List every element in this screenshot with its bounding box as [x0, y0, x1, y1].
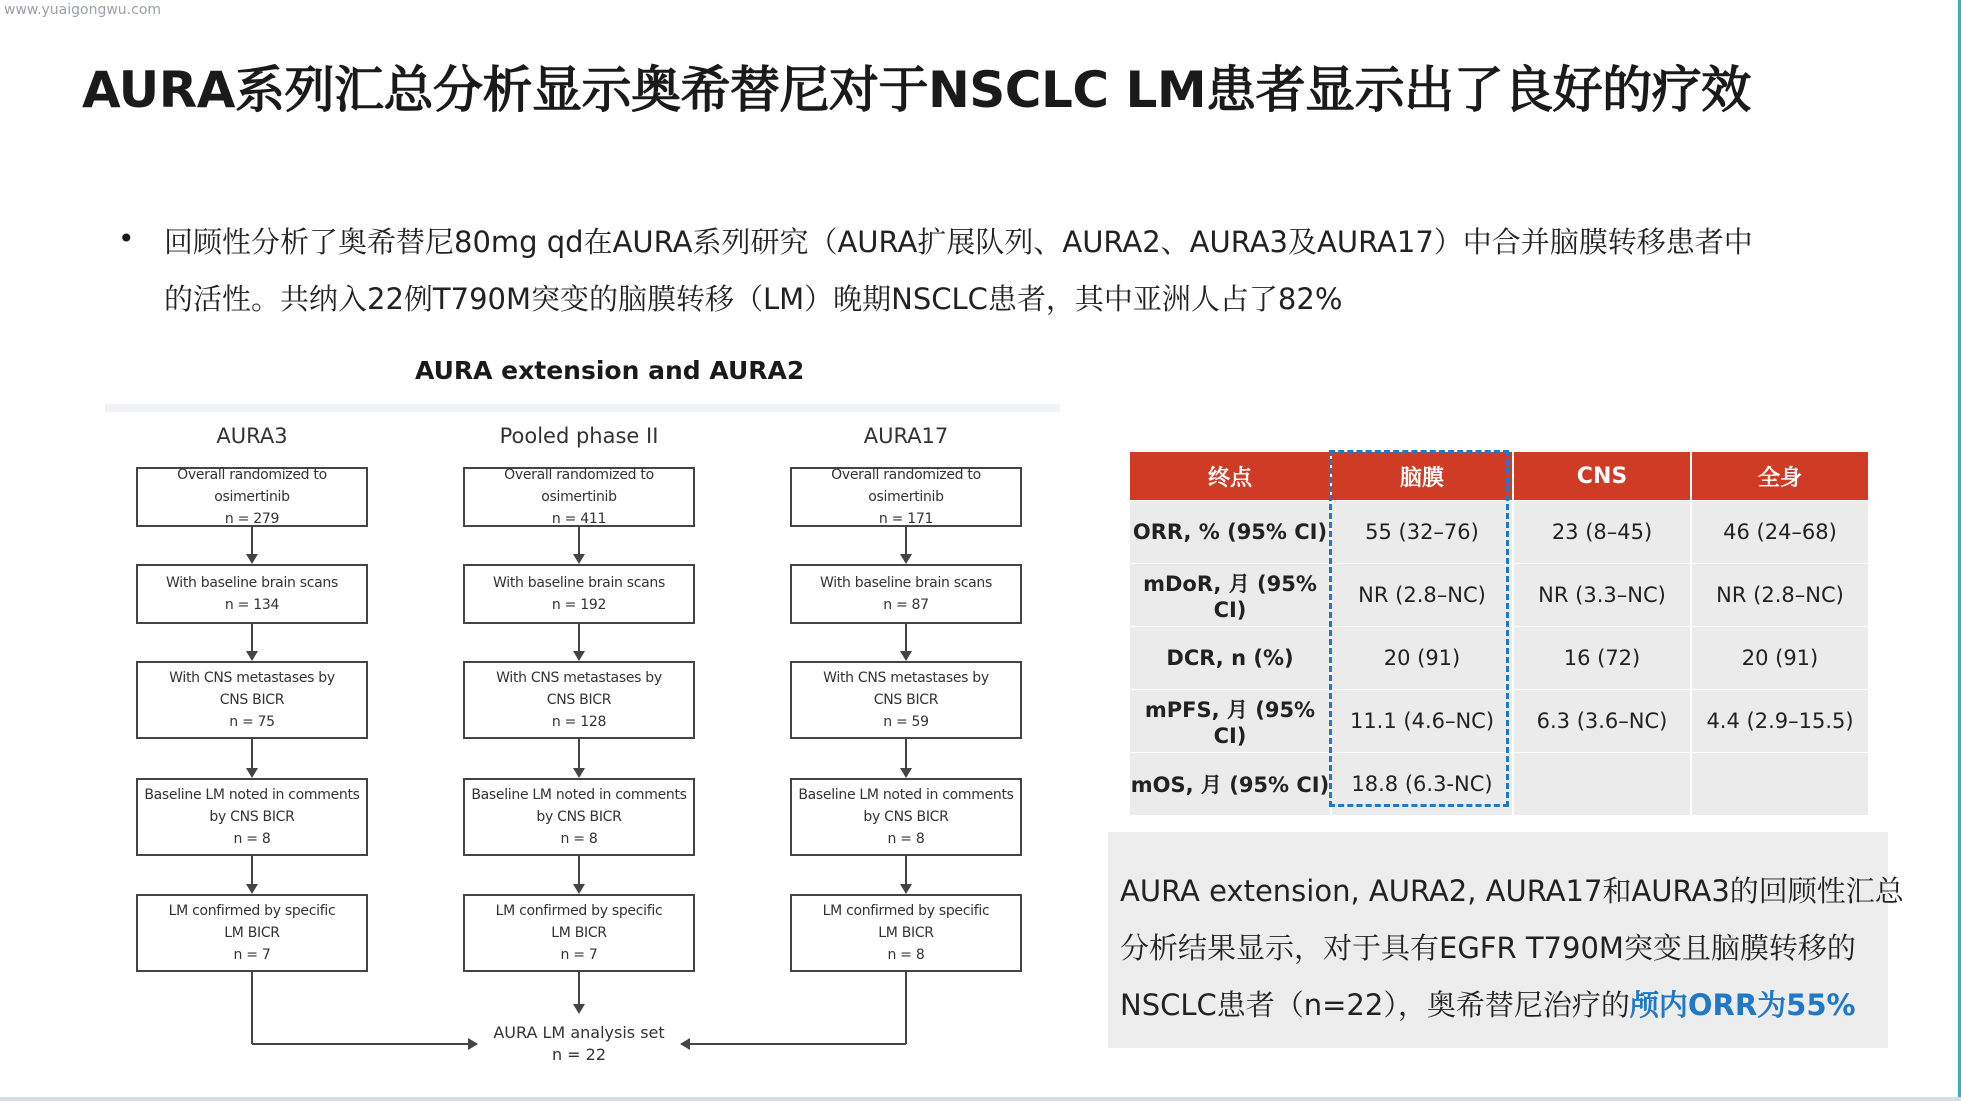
arrow-down-icon — [900, 651, 912, 661]
flowchart-box-text: With baseline brain scans — [493, 575, 665, 591]
flowchart-box-text: by CNS BICR — [863, 809, 949, 825]
arrow-down-icon — [573, 651, 585, 661]
cell-value: 11.1 (4.6–NC) — [1331, 690, 1513, 753]
cell-value: 16 (72) — [1513, 627, 1691, 690]
arrow-down-icon — [573, 554, 585, 564]
row-label: mOS, 月 (95% CI) — [1130, 753, 1331, 816]
arrow-down-icon — [573, 884, 585, 894]
flowchart-column-header: AURA17 — [863, 424, 949, 448]
cell-value: 4.4 (2.9–15.5) — [1691, 690, 1868, 753]
flowchart-box-text: n = 171 — [878, 511, 934, 527]
flowchart-connector — [251, 624, 253, 651]
flowchart-group-title: AURA extension and AURA2 — [415, 356, 805, 385]
flowchart-box-text: With CNS metastases by — [169, 670, 335, 686]
bullet-text-line-2: 的活性。共纳入22例T790M突变的脑膜转移（LM）晚期NSCLC患者，其中亚洲人占了82% — [164, 282, 1343, 316]
flowchart-connector — [905, 527, 907, 554]
leptomeningeal-highlight-frame — [1329, 450, 1509, 807]
slide-title: AURA系列汇总分析显示奥希替尼对于NSCLC LM患者显示出了良好的疗效 — [82, 61, 1751, 119]
flowchart-box-text: With baseline brain scans — [166, 575, 338, 591]
header-cns: CNS — [1513, 452, 1691, 501]
flowchart-box-text: LM confirmed by specific — [495, 903, 663, 919]
flowchart-connector — [578, 739, 580, 768]
flowchart-connector — [578, 856, 580, 884]
flowchart-box-text: LM BICR — [878, 925, 934, 941]
arrow-down-icon — [900, 554, 912, 564]
flowchart-box-text: n = 8 — [233, 831, 271, 847]
flowchart-final-text: AURA LM analysis set — [493, 1023, 665, 1042]
header-systemic: 全身 — [1691, 452, 1868, 501]
flowchart-box — [136, 661, 368, 739]
flowchart-box — [463, 778, 695, 856]
conclusion-line-1: AURA extension, AURA2, AURA17和AURA3的回顾性汇总 — [1120, 874, 1904, 908]
flowchart-box — [136, 564, 368, 624]
cell-value: 23 (8–45) — [1513, 501, 1691, 564]
cell-value: NR (2.8–NC) — [1691, 564, 1868, 627]
arrow-down-icon — [573, 768, 585, 778]
flowchart-box-text: LM confirmed by specific — [822, 903, 990, 919]
flowchart-box-text: n = 75 — [229, 714, 275, 730]
flowchart-box — [790, 467, 1022, 527]
row-label: ORR, % (95% CI) — [1130, 501, 1331, 564]
cell-value: 46 (24–68) — [1691, 501, 1868, 564]
cell-value: 55 (32–76) — [1331, 501, 1513, 564]
bullet-marker: • — [118, 222, 135, 255]
flowchart-box-text: n = 7 — [233, 947, 271, 963]
flowchart-box-text: n = 59 — [883, 714, 929, 730]
bottom-edge-bar — [0, 1097, 1961, 1101]
arrow-down-icon — [246, 651, 258, 661]
flowchart-connector — [251, 739, 253, 768]
cell-value: 20 (91) — [1691, 627, 1868, 690]
arrow-down-icon — [573, 1004, 585, 1014]
flowchart-connector — [578, 527, 580, 554]
flowchart-connector — [252, 1043, 468, 1045]
flowchart-connector — [578, 972, 580, 1004]
conclusion-highlight: 颅内ORR为55% — [1629, 988, 1856, 1022]
flowchart-box-text: With baseline brain scans — [820, 575, 992, 591]
flowchart-box-text: Baseline LM noted in comments — [471, 787, 687, 803]
flowchart-box — [790, 778, 1022, 856]
row-label: mPFS, 月 (95% CI) — [1130, 690, 1331, 753]
flowchart-box-text: Overall randomized to osimertinib — [177, 467, 327, 505]
conclusion-line-2: 分析结果显示，对于具有EGFR T790M突变且脑膜转移的 — [1120, 931, 1856, 965]
flowchart-box — [136, 778, 368, 856]
flowchart-box-text: Baseline LM noted in comments — [144, 787, 360, 803]
flowchart-connector — [905, 856, 907, 884]
flowchart-connector — [905, 972, 907, 1044]
cell-value — [1691, 753, 1868, 816]
watermark: www.yuaigongwu.com — [4, 2, 162, 18]
flowchart-box — [463, 661, 695, 739]
flowchart-box-text: LM BICR — [224, 925, 280, 941]
flowchart-box-text: n = 134 — [224, 597, 280, 613]
flowchart-box — [790, 564, 1022, 624]
flowchart-column-header: Pooled phase II — [499, 424, 659, 448]
flowchart-box-text: n = 279 — [224, 511, 280, 527]
conclusion-text: NSCLC患者（n=22），奥希替尼治疗的 — [1120, 988, 1630, 1022]
cell-value: 6.3 (3.6–NC) — [1513, 690, 1691, 753]
flowchart-box — [463, 894, 695, 972]
flowchart-box — [790, 894, 1022, 972]
row-label: DCR, n (%) — [1130, 627, 1331, 690]
arrow-down-icon — [246, 768, 258, 778]
flowchart-box-text: Overall randomized to osimertinib — [831, 467, 981, 505]
flowchart-box-text: n = 8 — [560, 831, 598, 847]
flowchart-connector — [251, 856, 253, 884]
flowchart-divider-band — [105, 404, 1060, 412]
flowchart-box-text: n = 192 — [551, 597, 607, 613]
flowchart-connector — [251, 527, 253, 554]
flowchart-box-text: n = 7 — [560, 947, 598, 963]
cell-value — [1513, 753, 1691, 816]
flowchart-box — [463, 467, 695, 527]
flowchart-box-text: Baseline LM noted in comments — [798, 787, 1014, 803]
cell-value: 18.8 (6.3-NC) — [1331, 753, 1513, 816]
flowchart-box-text: n = 8 — [887, 947, 925, 963]
arrow-down-icon — [900, 768, 912, 778]
header-leptomeningeal: 脑膜 — [1331, 452, 1513, 501]
flowchart-box-text: by CNS BICR — [209, 809, 295, 825]
flowchart-final-label — [469, 1022, 689, 1066]
flowchart-box — [463, 564, 695, 624]
flowchart-box-text: LM BICR — [551, 925, 607, 941]
conclusion-line-3 — [1120, 983, 1856, 1024]
bullet-text-line-1: 回顾性分析了奥希替尼80mg qd在AURA系列研究（AURA扩展队列、AURA2、AURA3及AURA17）中合并脑膜转移患者中 — [164, 225, 1753, 259]
flowchart-box-text: by CNS BICR — [536, 809, 622, 825]
arrow-down-icon — [246, 884, 258, 894]
row-label: mDoR, 月 (95% CI) — [1130, 564, 1331, 627]
arrow-down-icon — [246, 554, 258, 564]
flowchart-box-text: n = 8 — [887, 831, 925, 847]
flowchart-box — [136, 467, 368, 527]
flowchart-box — [136, 894, 368, 972]
flowchart-box-text: With CNS metastases by — [496, 670, 662, 686]
flowchart-box-text: CNS BICR — [219, 692, 285, 708]
flowchart-box — [790, 661, 1022, 739]
header-endpoint: 终点 — [1130, 452, 1331, 501]
flowchart-box-text: CNS BICR — [546, 692, 612, 708]
flowchart-box-text: n = 87 — [883, 597, 929, 613]
flowchart-box-text: CNS BICR — [873, 692, 939, 708]
flowchart-final-text: n = 22 — [551, 1045, 607, 1064]
cell-value: 20 (91) — [1331, 627, 1513, 690]
arrow-down-icon — [900, 884, 912, 894]
cell-value: NR (2.8–NC) — [1331, 564, 1513, 627]
cell-value: NR (3.3–NC) — [1513, 564, 1691, 627]
flowchart-box-text: n = 128 — [551, 714, 607, 730]
flowchart-box-text: n = 411 — [551, 511, 607, 527]
flowchart-box-text: With CNS metastases by — [823, 670, 989, 686]
flowchart-connector — [578, 624, 580, 651]
flowchart-column-header: AURA3 — [216, 424, 288, 448]
flowchart-box-text: Overall randomized to osimertinib — [504, 467, 654, 505]
flowchart-connector — [690, 1043, 906, 1045]
flowchart-box-text: LM confirmed by specific — [168, 903, 336, 919]
flowchart-connector — [905, 624, 907, 651]
flowchart-connector — [251, 972, 253, 1044]
flowchart-connector — [905, 739, 907, 768]
